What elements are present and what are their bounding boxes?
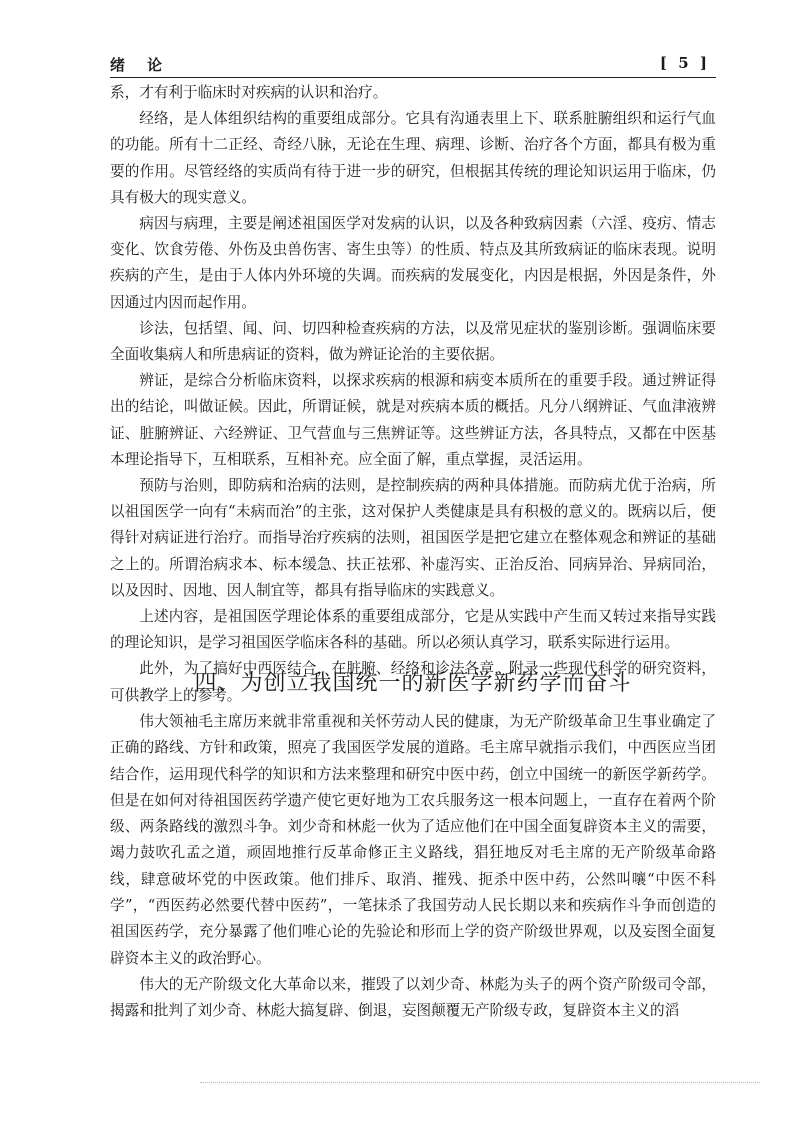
section-paragraph: 伟大领袖毛主席历来就非常重视和关怀劳动人民的健康，为无产阶级革命卫生事业确定了正确的路线、方针和政策，照亮了我国医学发展的道路。毛主席早就指示我们，中西医应当团结合作，运用现代科学的知识和方法来整理和研究中医中药，创立中国统一的新医学新药学。但是在如何对待祖国医药学遗产使它更好地为工农兵服务这一根本问题上，一直存在着两个阶级、两条路线的激烈斗争。刘少奇和林彪一伙为了适应他们在中国全面复辟资本主义的需要，竭力鼓吹孔孟之道，顽固地推行反革命修正主义路线，猖狂地反对毛主席的无产阶级革命路线，肆意破坏党的中医政策。他们排斥、取消、摧残、扼杀中医中药，公然叫嚷“中医不科学”，“西医药必然要代替中医药”，一笔抹杀了我国劳动人民长期以来和疾病作斗争而创造的祖国医药学，充分暴露了他们唯心论的先验论和形而上学的资产阶级世界观，以及妄图全面复辟资本主义的政治野心。 — [110, 713, 716, 967]
paragraph-meridians: 经络，是人体组织结构的重要组成部分。它具有沟通表里上下、联系脏腑组织和运行气血的功能。所有十二正经、奇经八脉，无论在生理、病理、诊断、治疗各个方面，都具有极为重要的作用。尽管经络的实质尚有待于进一步的研究，但根据其传统的理论知识运用于临床，仍具有极大的现实意义。 — [110, 110, 716, 206]
page-number: [ 5 ] — [659, 54, 710, 72]
body-text — [110, 80, 716, 709]
paragraph-continuation: 系，才有利于临床时对疾病的认识和治疗。 — [110, 84, 388, 101]
paragraph-summary: 上述内容，是祖国医学理论体系的重要组成部分，它是从实践中产生而又转过来指导实践的理论知识，是学习祖国医学临床各科的基础。所以必须认真学习，联系实际进行运用。 — [110, 608, 716, 652]
section-body-text — [110, 709, 716, 1025]
paragraph-appendix-note: 此外，为了搞好中西医结合，在脏腑、经络和诊法各章，附录一些现代科学的研究资料，可供教学上的参考。 — [110, 660, 716, 704]
chapter-title: 绪论 — [110, 56, 185, 74]
paragraph-prevention-treatment: 预防与治则，即防病和治病的法则，是控制疾病的两种具体措施。而防病尤优于治病，所以祖国医学一向有“未病而治”的主张，这对保护人类健康是具有积极的意义的。既病以后，便得针对病证进行治疗。而指导治疗疾病的法则，祖国医学是把它建立在整体观念和辨证的基础之上的。所谓治病求本、标本缓急、扶正祛邪、补虚泻实、正治反治、同病异治、异病同治，以及因时、因地、因人制宜等，都具有指导临床的实践意义。 — [110, 477, 716, 599]
section-paragraph: 伟大的无产阶级文化大革命以来，摧毁了以刘少奇、林彪为头子的两个资产阶级司令部，揭露和批判了刘少奇、林彪大搞复辟、倒退，妄图颠覆无产阶级专政，复辟资本主义的滔 — [110, 975, 716, 1020]
header-divider — [110, 77, 716, 78]
running-header — [110, 54, 710, 76]
paragraph-diagnosis: 诊法，包括望、闻、问、切四种检查疾病的方法，以及常见症状的鉴别诊断。强调临床要全面收集病人和所患病证的资料，做为辨证论治的主要依据。 — [110, 319, 716, 364]
scan-artifact-line — [200, 1082, 760, 1083]
paragraph-syndrome-differentiation: 辨证，是综合分析临床资料，以探求疾病的根源和病变本质所在的重要手段。通过辨证得出的结论，叫做证候。因此，所谓证候，就是对疾病本质的概括。凡分八纲辨证、气血津液辨证、脏腑辨证、六经辨证、卫气营血与三焦辨证等。这些辨证方法，各具特点，又都在中医基本理论指导下，互相联系，互相补充。应全面了解，重点掌握，灵活运用。 — [110, 372, 716, 468]
paragraph-etiology: 病因与病理，主要是阐述祖国医学对发病的认识，以及各种致病因素（六淫、疫疠、情志变化、饮食劳倦、外伤及虫兽伤害、寄生虫等）的性质、特点及其所致病证的临床表现。说明疾病的产生，是由于人体内外环境的失调。而疾病的发展变化，内因是根据，外因是条件，外因通过内因而起作用。 — [110, 215, 716, 311]
section-heading: 四、为创立我国统一的新医学新药学而奋斗 — [194, 671, 632, 696]
